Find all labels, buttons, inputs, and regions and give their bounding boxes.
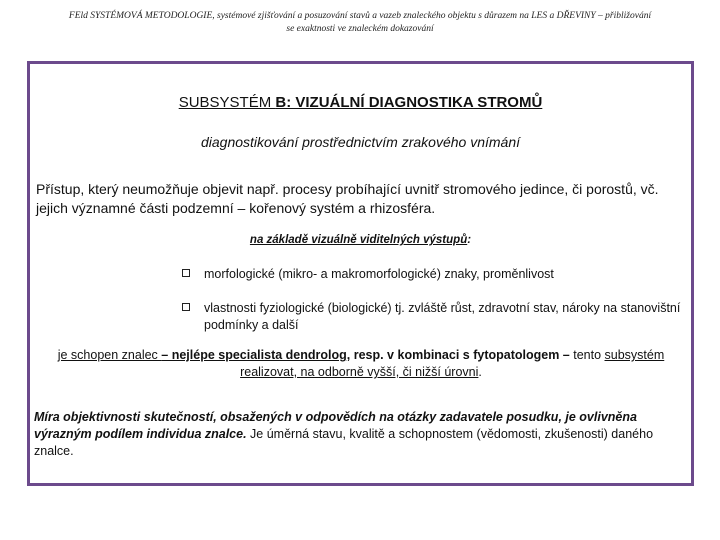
expert-paragraph [46, 347, 676, 381]
header-line-2: se exaktnosti ve znaleckém dokazování [286, 24, 434, 34]
expert-part-6: . [478, 365, 482, 379]
final-rest: Je úměrná stavu, kvalitě a schopnostem (vědomosti, zkušenosti) daného znalce. [34, 427, 654, 458]
final-emphasis: Míra objektivnosti skutečností, obsažených v odpovědích na otázky zadavatele posudku, je ovlivněna výrazným podílem individua znalce. [34, 410, 637, 441]
bullet-text: vlastnosti fyziologické (biologické) tj. zvláště růst, zdravotní stav, nároky na stanovištní podmínky a další [204, 301, 681, 332]
basis-colon: : [467, 234, 472, 246]
slide-header [0, 10, 720, 36]
subsystem-title [30, 94, 691, 111]
final-paragraph [34, 409, 684, 460]
title-prefix: SUBSYSTÉM [178, 94, 276, 111]
content-frame [27, 61, 694, 486]
bullet-item [182, 300, 682, 334]
checkbox-bullet-icon [182, 303, 190, 311]
basis-label: na základě vizuálně viditelných výstupů [249, 234, 468, 246]
bullet-text: morfologické (mikro- a makromorfologické) znaky, proměnlivost [204, 267, 554, 281]
intro-paragraph: Přístup, který neumožňuje objevit např. procesy probíhající uvnitř stromového jedince, či porostů, vč. jejich významné části podzemní – kořenový systém a rhizosféra. [36, 181, 659, 216]
bullet-item [182, 266, 682, 283]
expert-part-2: – nejlépe specialista dendrolog [161, 348, 347, 362]
basis-heading [30, 234, 691, 246]
expert-part-3: , resp. v kombinaci s fytopatologem – [346, 348, 570, 362]
expert-part-4: tento [569, 348, 605, 362]
header-line-1: FEld SYSTÉMOVÁ METODOLOGIE, systémové zjišťování a posuzování stavů a vazeb znaleckého objektu s důrazem na LES a DŘEVINY – přibližování [68, 11, 652, 21]
checkbox-bullet-icon [182, 269, 190, 277]
expert-part-1: je schopen znalec [57, 348, 162, 362]
title-bold: B: VIZUÁLNÍ DIAGNOSTIKA STROMŮ [275, 94, 543, 111]
subsystem-subtitle: diagnostikování prostřednictvím zrakového vnímání [200, 134, 521, 150]
expert-part-5: subsystém realizovat, na odborně vyšší, či nižší úrovni [240, 348, 665, 379]
